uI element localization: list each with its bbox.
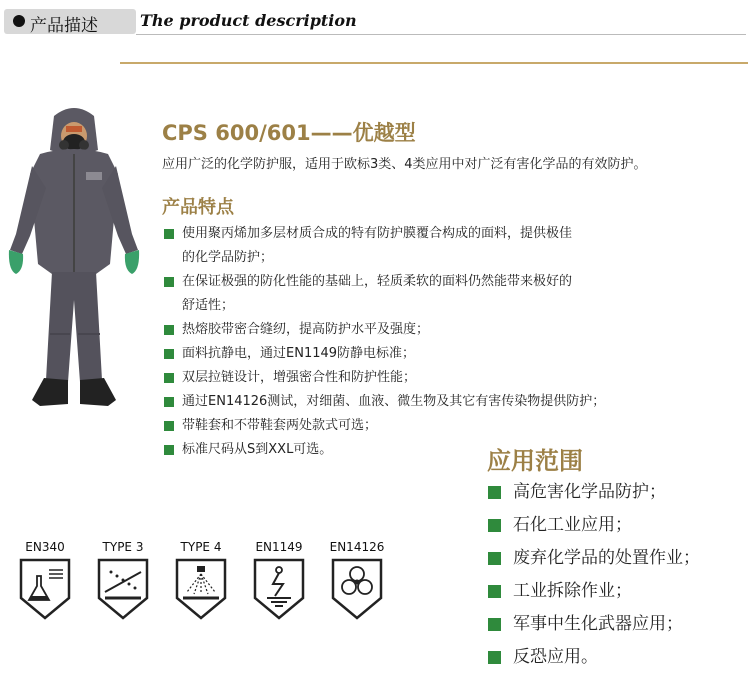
application-text: 废弃化学品的处置作业； — [513, 548, 700, 568]
cert-type4 — [166, 540, 236, 620]
list-item — [487, 510, 700, 543]
gold-divider — [120, 62, 748, 64]
cert-label: EN340 — [25, 540, 65, 554]
cert-en14126 — [322, 540, 392, 620]
green-square-icon — [164, 277, 174, 287]
spray-icon — [175, 558, 227, 620]
features-heading: 产品特点 — [162, 197, 234, 218]
application-text: 石化工业应用； — [513, 515, 632, 535]
application-text: 高危害化学品防护； — [513, 482, 666, 502]
list-item — [162, 438, 682, 462]
liquid-jet-icon — [97, 558, 149, 620]
list-item — [162, 342, 682, 366]
list-item — [487, 543, 700, 576]
list-item — [162, 390, 682, 414]
feature-text: 热熔胶带密合缝纫，提高防护水平及强度； — [182, 322, 430, 337]
list-item — [162, 270, 682, 318]
cert-label: TYPE 4 — [180, 540, 222, 554]
feature-text: 带鞋套和不带鞋套两处款式可选； — [182, 418, 378, 433]
green-square-icon — [164, 349, 174, 359]
garment-standard-icon — [19, 558, 71, 620]
application-list — [487, 477, 700, 675]
feature-text: 面料抗静电，通过EN1149防静电标准； — [182, 346, 416, 361]
cert-label: TYPE 3 — [102, 540, 144, 554]
list-item — [487, 642, 700, 675]
cert-label: EN14126 — [329, 540, 385, 554]
feature-text-cont: 舒适性； — [182, 298, 235, 313]
green-square-icon — [164, 325, 174, 335]
list-item — [162, 414, 682, 438]
feature-text: 使用聚丙烯加多层材质合成的特有防护膜覆合构成的面料，提供极佳 — [182, 226, 573, 241]
antistatic-icon — [253, 558, 305, 620]
green-square-icon — [164, 445, 174, 455]
application-text: 工业拆除作业； — [513, 581, 632, 601]
green-square-icon — [164, 397, 174, 407]
list-item — [162, 222, 682, 270]
section-tab — [4, 9, 136, 34]
list-item — [487, 477, 700, 510]
green-square-icon — [488, 486, 501, 499]
green-square-icon — [164, 421, 174, 431]
green-square-icon — [164, 229, 174, 239]
list-item — [487, 609, 700, 642]
green-square-icon — [488, 651, 501, 664]
protective-suit-image — [6, 104, 142, 414]
product-subtitle: 应用广泛的化学防护服，适用于欧标3类、4类应用中对广泛有害化学品的有效防护。 — [162, 157, 647, 172]
feature-text: 双层拉链设计，增强密合性和防护性能； — [182, 370, 417, 385]
feature-text-cont: 的化学品防护； — [182, 250, 274, 265]
cert-en340 — [10, 540, 80, 620]
application-heading: 应用范围 — [487, 447, 583, 475]
green-square-icon — [488, 585, 501, 598]
green-square-icon — [488, 552, 501, 565]
features-list — [162, 222, 682, 462]
application-text: 反恐应用。 — [513, 647, 598, 667]
list-item — [162, 366, 682, 390]
bullet-dot-icon — [13, 15, 25, 27]
section-title-en: The product description — [140, 11, 357, 30]
feature-text: 通过EN14126测试，对细菌、血液、微生物及其它有害传染物提供防护； — [182, 394, 606, 409]
product-title: CPS 600/601——优越型 — [162, 121, 416, 145]
list-item — [162, 318, 682, 342]
cert-label: EN1149 — [255, 540, 303, 554]
green-square-icon — [164, 373, 174, 383]
section-title-cn: 产品描述 — [30, 16, 98, 36]
feature-text: 在保证极强的防化性能的基础上，轻质柔软的面料仍然能带来极好的 — [182, 274, 573, 289]
list-item — [487, 576, 700, 609]
feature-text: 标准尺码从S到XXL可选。 — [182, 442, 333, 457]
green-square-icon — [488, 618, 501, 631]
cert-type3 — [88, 540, 158, 620]
cert-en1149 — [244, 540, 314, 620]
header-divider — [136, 34, 746, 35]
biohazard-icon — [331, 558, 383, 620]
green-square-icon — [488, 519, 501, 532]
application-text: 军事中生化武器应用； — [513, 614, 683, 634]
